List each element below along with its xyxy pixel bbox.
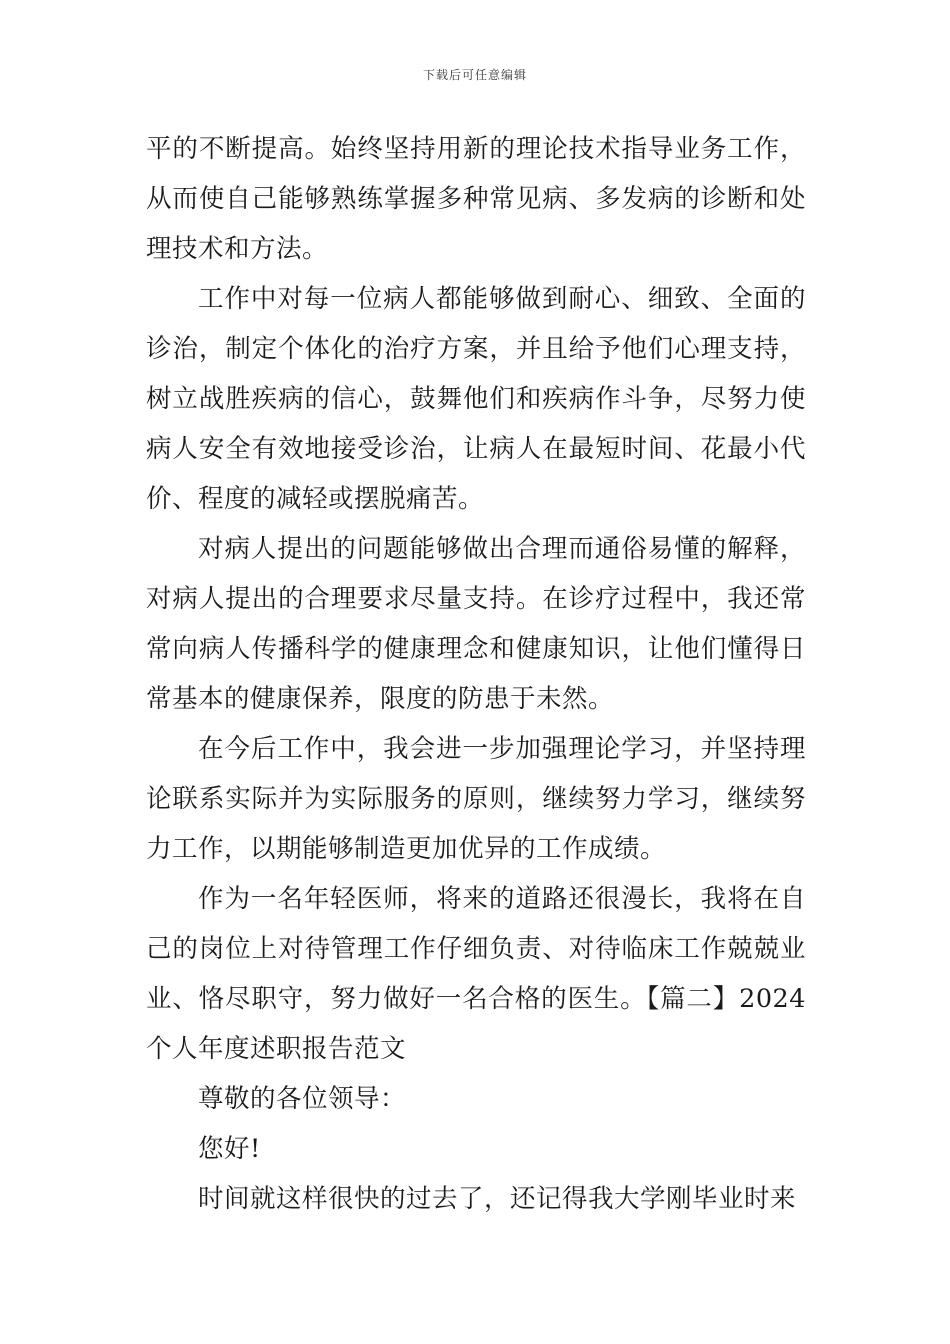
document-body — [146, 124, 806, 1224]
paragraph-patient-communication: 对病人提出的问题能够做出合理而通俗易懂的解释，对病人提出的合理要求尽量支持。在诊疗过程中，我还常常向病人传播科学的健康理念和健康知识，让他们懂得日常基本的健康保养，限度的防患于未然。 — [146, 534, 806, 714]
salutation: 尊敬的各位领导： — [198, 1084, 407, 1114]
greeting: 您好! — [198, 1134, 261, 1164]
paragraph-continuation: 平的不断提高。始终坚持用新的理论技术指导业务工作，从而使自己能够熟练掌握多种常见病、多发病的诊断和处理技术和方法。 — [146, 134, 806, 264]
paragraph-patient-care: 工作中对每一位病人都能够做到耐心、细致、全面的诊治，制定个体化的治疗方案，并且给予他们心理支持，树立战胜疾病的信心，鼓舞他们和疾病作斗争，尽努力使病人安全有效地接受诊治，让病人在最短时间、花最小代价、程度的减轻或摆脱痛苦。 — [146, 284, 806, 514]
paragraph-closing: 作为一名年轻医师，将来的道路还很漫长，我将在自己的岗位上对待管理工作仔细负责、对待临床工作兢兢业业、恪尽职守，努力做好一名合格的医生。【篇二】2024个人年度述职报告范文 — [146, 884, 806, 1064]
page-header: 下载后可任意编辑 — [422, 68, 527, 82]
paragraph-intro: 时间就这样很快的过去了，还记得我大学刚毕业时来 — [198, 1184, 797, 1214]
paragraph-future-work: 在今后工作中，我会进一步加强理论学习，并坚持理论联系实际并为实际服务的原则，继续努力学习，继续努力工作，以期能够制造更加优异的工作成绩。 — [146, 734, 806, 864]
